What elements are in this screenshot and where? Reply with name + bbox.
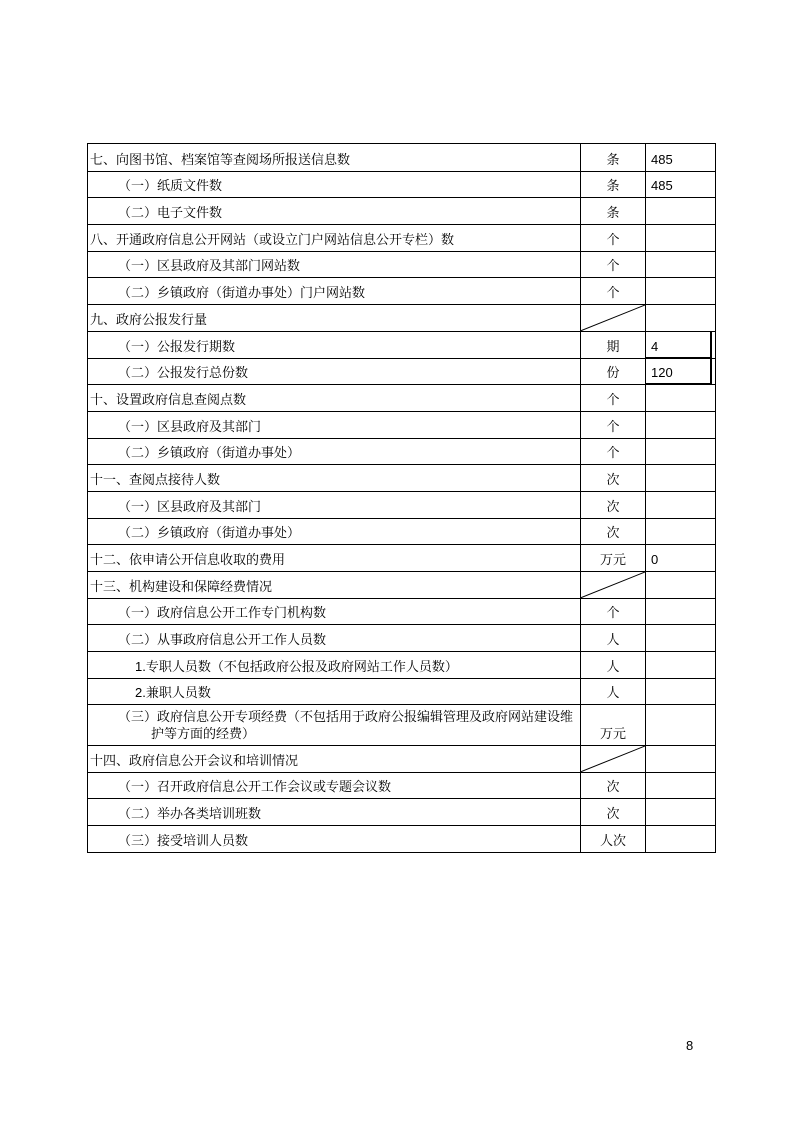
row-unit-cell [581, 198, 646, 224]
row-label-cell [88, 652, 581, 678]
row-label-cell [88, 746, 581, 772]
row-value-cell [646, 826, 715, 852]
row-unit-cell [581, 492, 646, 518]
row-value-cell [646, 705, 715, 745]
row-unit: 份 [606, 365, 620, 381]
row-value-cell [646, 799, 715, 825]
table-row [88, 171, 715, 198]
row-value-cell [646, 679, 715, 705]
table-row [88, 384, 715, 411]
table-row [88, 678, 715, 705]
row-label: （三）政府信息公开专项经费（不包括用于政府公报编辑管理及政府网站建设维护等方面的经费） [118, 709, 574, 742]
table-row [88, 518, 715, 545]
row-label-cell [88, 799, 581, 825]
row-unit: 次 [606, 498, 620, 514]
row-label: 十、设置政府信息查阅点数 [90, 391, 247, 407]
page-number: 8 [686, 1038, 694, 1053]
table-row [88, 358, 715, 385]
row-unit: 个 [606, 285, 620, 301]
row-label: 十四、政府信息公开会议和培训情况 [90, 752, 299, 768]
row-value: 485 [651, 178, 673, 194]
diagonal-slash-icon [581, 572, 645, 598]
row-unit-cell [581, 225, 646, 251]
row-unit: 万元 [599, 726, 626, 742]
row-label-cell [88, 225, 581, 251]
row-unit: 条 [606, 205, 620, 221]
row-label: （一）纸质文件数 [118, 178, 223, 194]
row-value-cell [646, 359, 715, 385]
row-label: 九、政府公报发行量 [90, 311, 208, 327]
row-label-cell [88, 439, 581, 465]
table-row [88, 772, 715, 799]
row-label: 七、向图书馆、档案馆等查阅场所报送信息数 [90, 151, 351, 167]
row-unit-cell [581, 412, 646, 438]
row-unit: 个 [606, 418, 620, 434]
row-label: （一）区县政府及其部门网站数 [118, 258, 301, 274]
row-label-cell [88, 359, 581, 385]
row-unit-cell [581, 572, 646, 598]
row-unit-cell [581, 439, 646, 465]
row-unit-cell [581, 746, 646, 772]
row-value-cell [646, 599, 715, 625]
row-unit: 次 [606, 779, 620, 795]
row-label-cell [88, 172, 581, 198]
row-unit: 人 [606, 685, 620, 701]
row-label: 八、开通政府信息公开网站（或设立门户网站信息公开专栏）数 [90, 231, 455, 247]
row-value-cell [646, 412, 715, 438]
row-label-cell [88, 385, 581, 411]
row-unit-cell [581, 705, 646, 745]
row-unit-cell [581, 465, 646, 491]
row-label: 十三、机构建设和保障经费情况 [90, 578, 273, 594]
row-label: （二）电子文件数 [118, 205, 223, 221]
table-row [88, 304, 715, 331]
row-value-cell [646, 305, 715, 331]
row-label-cell [88, 679, 581, 705]
row-label: （一）召开政府信息公开工作会议或专题会议数 [118, 779, 392, 795]
row-value-cell [646, 385, 715, 411]
row-value: 120 [651, 365, 673, 381]
row-value-cell [646, 465, 715, 491]
row-unit: 次 [606, 525, 620, 541]
row-label-cell [88, 492, 581, 518]
row-unit-cell [581, 172, 646, 198]
diagonal-slash-icon [581, 305, 645, 331]
row-label: （一）公报发行期数 [118, 338, 236, 354]
row-unit-cell [581, 799, 646, 825]
row-unit-cell [581, 278, 646, 304]
row-unit: 个 [606, 231, 620, 247]
row-value-cell [646, 773, 715, 799]
row-value: 4 [651, 338, 659, 354]
row-unit-cell [581, 305, 646, 331]
row-unit: 个 [606, 445, 620, 461]
report-table-body [88, 144, 715, 852]
row-unit-cell [581, 252, 646, 278]
row-unit-cell [581, 385, 646, 411]
row-label: （二）公报发行总份数 [118, 365, 249, 381]
table-row [88, 544, 715, 571]
table-row [88, 491, 715, 518]
table-row [88, 277, 715, 304]
row-value: 0 [651, 552, 659, 567]
row-value-cell [646, 278, 715, 304]
table-row [88, 624, 715, 651]
table-row [88, 438, 715, 465]
row-label: （二）乡镇政府（街道办事处）门户网站数 [118, 285, 366, 301]
row-label-cell [88, 305, 581, 331]
table-row [88, 745, 715, 772]
table-row [88, 224, 715, 251]
table-row [88, 411, 715, 438]
table-row [88, 571, 715, 598]
row-value-cell [646, 198, 715, 224]
row-label-cell [88, 519, 581, 545]
row-value-cell [646, 172, 715, 198]
diagonal-slash-icon [581, 746, 645, 772]
row-value-cell [646, 439, 715, 465]
row-value-cell [646, 746, 715, 772]
row-label: 2.兼职人员数 [135, 685, 211, 701]
row-label: （一）区县政府及其部门 [118, 418, 262, 434]
table-row [88, 331, 715, 358]
row-label-cell [88, 545, 581, 571]
row-value-cell [646, 252, 715, 278]
row-label: （一）政府信息公开工作专门机构数 [118, 605, 327, 621]
row-value-cell [646, 225, 715, 251]
row-value: 485 [651, 151, 673, 167]
row-unit: 次 [606, 471, 620, 487]
row-label: 十一、查阅点接待人数 [90, 471, 221, 487]
table-row [88, 598, 715, 625]
row-label: （三）接受培训人员数 [118, 832, 249, 848]
row-label-cell [88, 412, 581, 438]
report-table [87, 143, 716, 853]
row-unit-cell [581, 545, 646, 571]
row-label-cell [88, 465, 581, 491]
row-label-cell [88, 332, 581, 358]
row-label: （二）乡镇政府（街道办事处） [118, 445, 301, 461]
row-unit-cell [581, 144, 646, 171]
table-row [88, 704, 715, 745]
row-unit-cell [581, 359, 646, 385]
row-unit: 人 [606, 658, 620, 674]
row-unit-cell [581, 332, 646, 358]
row-unit: 人次 [599, 832, 626, 848]
row-unit: 条 [606, 151, 620, 167]
row-label-cell [88, 144, 581, 171]
table-row [88, 251, 715, 278]
row-label-cell [88, 826, 581, 852]
row-value-cell [646, 545, 715, 571]
row-label: 十二、依申请公开信息收取的费用 [90, 552, 286, 567]
table-row [88, 651, 715, 678]
row-unit: 个 [606, 258, 620, 274]
row-label: 1.专职人员数（不包括政府公报及政府网站工作人员数） [135, 658, 458, 674]
table-row [88, 197, 715, 224]
row-label: （二）举办各类培训班数 [118, 806, 262, 822]
row-value-cell [646, 519, 715, 545]
row-label-cell [88, 572, 581, 598]
row-label-cell [88, 198, 581, 224]
row-unit-cell [581, 773, 646, 799]
table-row [88, 825, 715, 852]
row-unit-cell [581, 679, 646, 705]
row-value-cell [646, 144, 715, 171]
row-label-cell [88, 599, 581, 625]
row-value-cell [646, 625, 715, 651]
row-value-cell [646, 652, 715, 678]
row-label-cell [88, 252, 581, 278]
row-unit: 期 [606, 338, 620, 354]
row-label-cell [88, 705, 581, 745]
row-unit-cell [581, 826, 646, 852]
row-unit-cell [581, 652, 646, 678]
row-label-cell [88, 278, 581, 304]
row-unit: 次 [606, 806, 620, 822]
table-row [88, 464, 715, 491]
row-value-cell [646, 332, 715, 358]
row-unit: 万元 [599, 552, 626, 567]
row-unit: 个 [606, 391, 620, 407]
row-unit: 人 [606, 632, 620, 648]
row-unit-cell [581, 519, 646, 545]
row-label: （二）乡镇政府（街道办事处） [118, 525, 301, 541]
row-label: （二）从事政府信息公开工作人员数 [118, 632, 327, 648]
row-label-cell [88, 773, 581, 799]
row-value-cell [646, 572, 715, 598]
table-row [88, 144, 715, 171]
row-unit: 条 [606, 178, 620, 194]
row-unit-cell [581, 625, 646, 651]
row-unit-cell [581, 599, 646, 625]
row-value-cell [646, 492, 715, 518]
table-row [88, 798, 715, 825]
row-unit: 个 [606, 605, 620, 621]
row-label: （一）区县政府及其部门 [118, 498, 262, 514]
row-label-cell [88, 625, 581, 651]
